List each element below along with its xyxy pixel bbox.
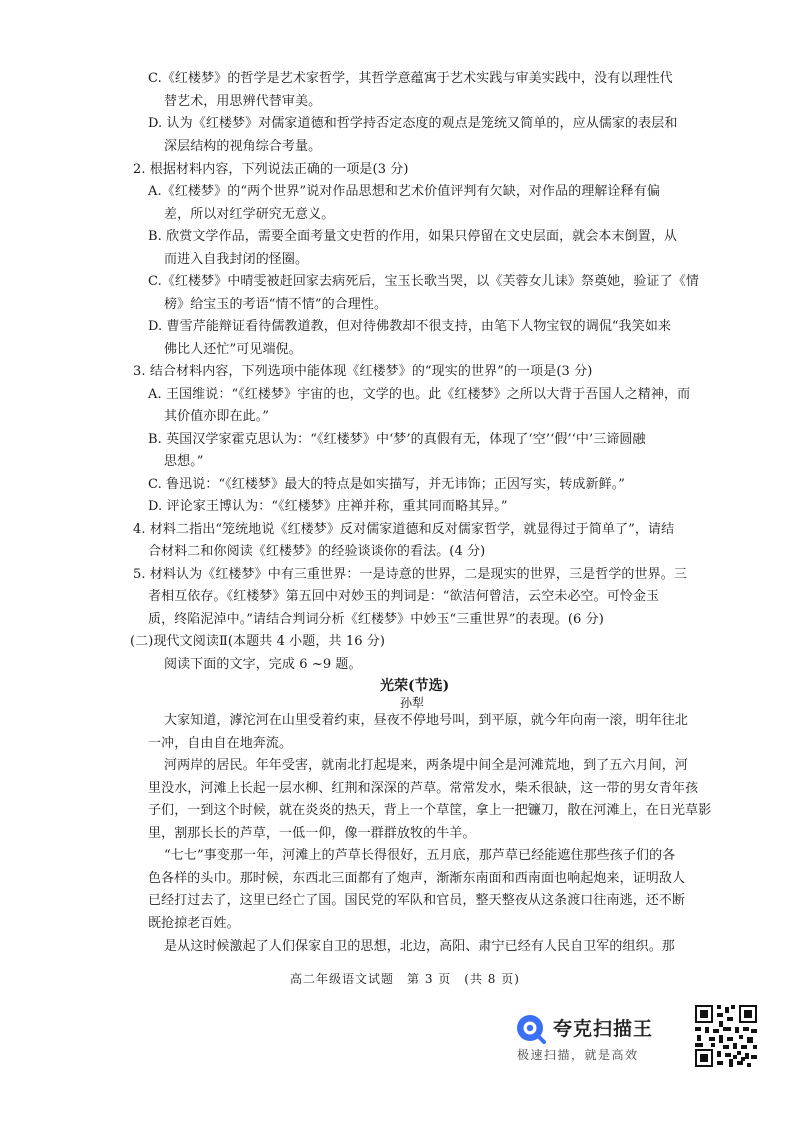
text-line: 4. 材料二指出“笼统地说《红楼梦》反对儒家道德和反对儒家哲学，就显得过于简单了”，请结 — [133, 522, 675, 537]
page-footer: 高二年级语文试题 第 3 页 (共 8 页) — [290, 972, 520, 986]
text-line: 佛比人还忙”可见端倪。 — [164, 342, 302, 357]
text-line: 榜》给宝玉的考语“情不情”的合理性。 — [164, 297, 388, 312]
text-line: 5. 材料认为《红楼梦》中有三重世界：一是诗意的世界，二是现实的世界，三是哲学的世界。三 — [133, 567, 687, 582]
text-line: 是从这时候激起了人们保家自卫的思想，北边，高阳、肃宁已经有人民自卫军的组织。那 — [164, 939, 675, 954]
text-line: 差，所以对红学研究无意义。 — [164, 207, 335, 222]
text-line: D. 曹雪芹能辩证看待儒教道教，但对待佛教却不很支持，由笔下人物宝钗的调侃“我笑如来 — [148, 319, 672, 334]
text-line: 已经打过去了，这里已经亡了国。国民党的军队和官员，整天整夜从这条渡口往南逃，还不断 — [148, 893, 686, 908]
text-line: 思想。” — [164, 454, 204, 469]
story-title: 光荣(节选) — [380, 678, 450, 694]
text-line: C. 鲁迅说：“《红楼梦》最大的特点是如实描写，并无讳饰；正因写实，转成新鲜。” — [148, 477, 626, 492]
text-line: 色各样的头巾。那时候，东西北三面都有了炮声，渐渐东南面和西南面也响起炮来，证明敌人 — [148, 871, 686, 886]
brand-slogan: 极速扫描，就是高效 — [517, 1048, 639, 1062]
story-author: 孙犁 — [400, 696, 425, 710]
text-line: 合材料二和你阅读《红楼梦》的经验谈谈你的看法。(4 分) — [148, 544, 486, 559]
text-line: 里没水，河滩上长起一层水柳、红荆和深深的芦草。常常发水，柴禾很缺，这一带的男女青年孩 — [148, 781, 699, 796]
quark-logo-icon — [515, 1012, 547, 1044]
text-line: A. 王国维说：“《红楼梦》宇宙的也，文学的也。此《红楼梦》之所以大背于吾国人之精神，而 — [148, 387, 691, 402]
text-line: B. 英国汉学家霍克思认为：“《红楼梦》中‘梦’的真假有无，体现了‘空’‘假’‘中’三谛圆融 — [148, 432, 646, 447]
text-line: 而进入自我封闭的怪圈。 — [164, 252, 309, 267]
text-line: 其价值亦即在此。” — [164, 409, 270, 424]
text-line: 者相互依存。《红楼梦》第五回中对妙玉的判词是：“欲洁何曾洁，云空未必空。可怜金玉 — [148, 589, 660, 604]
text-line: D. 认为《红楼梦》对儒家道德和哲学持否定态度的观点是笼统又简单的，应从儒家的表层和 — [148, 116, 678, 131]
text-line: A.《红楼梦》的“两个世界”说对作品思想和艺术价值评判有欠缺，对作品的理解诠释有偏 — [148, 184, 660, 199]
text-line: 阅读下面的文字，完成 6 ~9 题。 — [164, 657, 362, 672]
text-line: 大家知道，滹沱河在山里受着约束，昼夜不停地号叫，到平原，就今年向南一滚，明年往北 — [164, 713, 689, 728]
text-line: 替艺术，用思辨代替审美。 — [164, 94, 322, 109]
text-line: C.《红楼梦》中晴雯被赶回家去病死后，宝玉长歌当哭，以《芙蓉女儿诔》祭奠她，验证了《情 — [148, 274, 699, 289]
scanner-watermark — [515, 1008, 695, 1068]
text-line: 里，割那长长的芦草，一低一仰，像一群群放牧的牛羊。 — [148, 826, 476, 841]
qr-code-icon — [693, 1003, 759, 1069]
text-line: 既抢掠老百姓。 — [148, 916, 240, 931]
text-line: D. 评论家王博认为：“《红楼梦》庄禅并称，重其同而略其异。” — [148, 499, 508, 514]
text-line: 深层结构的视角综合考量。 — [164, 139, 322, 154]
text-line: 子们，一到这个时候，就在炎炎的热天，背上一个草筐，拿上一把镰刀，散在河滩上，在日光草影 — [148, 803, 712, 818]
text-line: B. 欣赏文学作品，需要全面考量文史哲的作用，如果只停留在文史层面，就会本末倒置，从 — [148, 229, 678, 244]
text-line: 河两岸的居民。年年受害，就南北打起堤来，两条堤中间全是河滩荒地，到了五六月间，河 — [164, 758, 689, 773]
text-line: C.《红楼梦》的哲学是艺术家哲学，其哲学意蕴寓于艺术实践与审美实践中，没有以理性代 — [148, 71, 673, 86]
brand-name: 夸克扫描王 — [553, 1018, 654, 1040]
text-line: 质，终陷泥淖中。”请结合判词分析《红楼梦》中妙玉“三重世界”的表现。(6 分) — [148, 612, 604, 627]
text-line: 2. 根据材料内容，下列说法正确的一项是(3 分) — [133, 162, 409, 177]
text-line: (二)现代文阅读Ⅱ(本题共 4 小题，共 16 分) — [130, 634, 386, 649]
text-line: 一冲，自由自在地奔流。 — [148, 736, 293, 751]
text-line: “七七”事变那一年，河滩上的芦草长得很好，五月底，那芦草已经能遮住那些孩子们的各 — [164, 848, 676, 863]
text-line: 3. 结合材料内容，下列选项中能体现《红楼梦》的“现实的世界”的一项是(3 分) — [133, 364, 593, 379]
